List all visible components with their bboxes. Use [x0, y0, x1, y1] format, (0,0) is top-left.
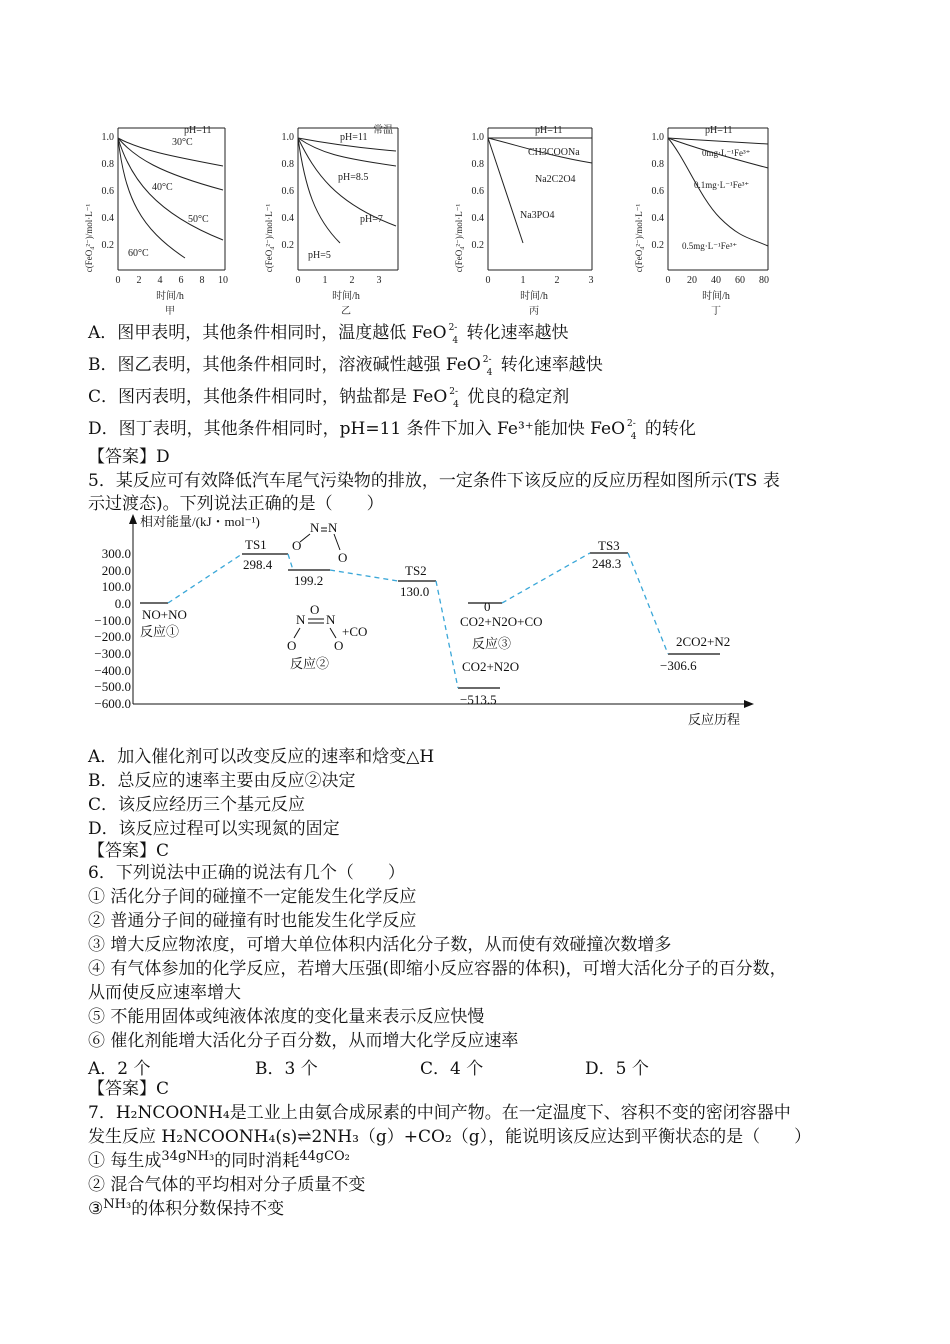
x-axis-label: 反应历程 — [688, 712, 741, 727]
q6-item-1: ① 活化分子间的碰撞不一定能发生化学反应 — [88, 887, 417, 907]
q7-item-2: ② 混合气体的平均相对分子质量不变 — [88, 1175, 366, 1195]
svg-text:4: 4 — [157, 275, 163, 286]
curve-label: 60°C — [128, 248, 149, 259]
svg-text:pH=7: pH=7 — [360, 214, 383, 225]
svg-text:NO+NO: NO+NO — [142, 607, 187, 622]
chart-bing — [454, 125, 594, 317]
q4-option-c: C．图丙表明，其他条件相同时，钠盐都是 FeO $^{2-}_4$ 优良的稳定剂 — [88, 387, 570, 410]
q4-option-a: A．图甲表明，其他条件相同时，温度越低 FeO $^{2-}_4$ 转化速率越快 — [88, 323, 569, 346]
q7-item-1: ① 每生成$^{34gNH_3}$的同时消耗$^{44gCO_2}$ — [88, 1149, 350, 1171]
curve-label: 30°C — [172, 137, 193, 148]
chart-yi — [264, 123, 398, 317]
svg-text:298.4: 298.4 — [243, 557, 273, 572]
svg-text:反应①: 反应① — [140, 624, 180, 639]
y-axis-label: 相对能量/(kJ・mol⁻¹) — [140, 514, 260, 529]
svg-text:O: O — [292, 538, 302, 553]
svg-text:1.0: 1.0 — [471, 132, 484, 143]
svg-text:0: 0 — [665, 275, 671, 286]
svg-text:时间/h: 时间/h — [332, 291, 360, 302]
svg-text:0.8: 0.8 — [281, 159, 294, 170]
svg-text:常温: 常温 — [373, 125, 393, 136]
svg-text:0.4: 0.4 — [471, 213, 484, 224]
svg-text:6: 6 — [178, 275, 184, 286]
svg-text:乙: 乙 — [341, 306, 351, 317]
svg-text:8: 8 — [199, 275, 205, 286]
svg-text:20: 20 — [687, 275, 697, 286]
svg-text:130.0: 130.0 — [400, 584, 430, 599]
svg-text:0: 0 — [295, 275, 301, 286]
svg-text:Na3PO4: Na3PO4 — [520, 210, 555, 221]
svg-text:40: 40 — [711, 275, 721, 286]
svg-text:0.4: 0.4 — [101, 213, 114, 224]
svg-text:0.2: 0.2 — [471, 240, 484, 251]
svg-text:0.5mg·L⁻¹Fe³⁺: 0.5mg·L⁻¹Fe³⁺ — [682, 241, 738, 251]
q5-answer: 【答案】C — [88, 841, 170, 861]
svg-text:O: O — [338, 550, 348, 565]
svg-text:300.0: 300.0 — [101, 546, 131, 561]
svg-text:100.0: 100.0 — [101, 579, 131, 594]
svg-text:1.0: 1.0 — [651, 132, 664, 143]
svg-text:1: 1 — [520, 275, 526, 286]
chart-ding — [634, 125, 769, 317]
svg-text:0.8: 0.8 — [101, 159, 114, 170]
q5-option-d: D．该反应过程可以实现氮的固定 — [88, 819, 340, 839]
svg-text:2: 2 — [349, 275, 355, 286]
svg-text:N: N — [326, 612, 336, 627]
q7-item-3: ③$^{NH_3}$的体积分数保持不变 — [88, 1197, 285, 1219]
svg-text:pH=11: pH=11 — [184, 125, 212, 136]
svg-text:O: O — [310, 602, 320, 617]
q6-answer: 【答案】C — [88, 1079, 170, 1099]
svg-text:丁: 丁 — [711, 306, 721, 317]
svg-text:TS2: TS2 — [405, 563, 427, 578]
svg-text:0.0: 0.0 — [114, 596, 131, 611]
svg-text:2: 2 — [554, 275, 560, 286]
svg-text:甲: 甲 — [165, 306, 175, 317]
svg-text:0.6: 0.6 — [651, 186, 664, 197]
svg-text:0.2: 0.2 — [651, 240, 664, 251]
svg-text:−600.0: −600.0 — [94, 696, 131, 711]
svg-text:0.1mg·L⁻¹Fe³⁺: 0.1mg·L⁻¹Fe³⁺ — [694, 180, 750, 190]
svg-text:−513.5: −513.5 — [460, 692, 497, 707]
svg-text:2: 2 — [136, 275, 142, 286]
svg-text:−500.0: −500.0 — [94, 679, 131, 694]
svg-text:3: 3 — [588, 275, 594, 286]
q5-option-b: B．总反应的速率主要由反应②决定 — [88, 771, 356, 791]
svg-text:0.6: 0.6 — [281, 186, 294, 197]
q5-option-a: A．加入催化剂可以改变反应的速率和焓变△H — [88, 747, 435, 767]
svg-text:时间/h: 时间/h — [520, 291, 548, 302]
svg-text:0.4: 0.4 — [651, 213, 664, 224]
svg-text:248.3: 248.3 — [592, 556, 622, 571]
q5-stem-1: 5．某反应可有效降低汽车尾气污染物的排放，一定条件下该反应的反应历程如图所示(TS 表 — [88, 471, 780, 491]
svg-text:0.8: 0.8 — [651, 159, 664, 170]
svg-text:199.2: 199.2 — [294, 573, 324, 588]
svg-text:c(FeO₄²⁻)/mol·L⁻¹: c(FeO₄²⁻)/mol·L⁻¹ — [264, 203, 274, 273]
q5-energy-diagram — [80, 512, 780, 737]
svg-text:N: N — [328, 520, 338, 535]
svg-text:反应②: 反应② — [290, 656, 330, 671]
q6-choice-c: C．4 个 — [420, 1059, 484, 1079]
svg-text:0.6: 0.6 — [471, 186, 484, 197]
curve-label: 50°C — [188, 214, 209, 225]
q6-item-3: ③ 增大反应物浓度，可增大单位体积内活化分子数，从而使有效碰撞次数增多 — [88, 935, 672, 955]
svg-text:1.0: 1.0 — [281, 132, 294, 143]
q5-option-c: C．该反应经历三个基元反应 — [88, 795, 306, 815]
svg-text:−300.0: −300.0 — [94, 646, 131, 661]
q4-answer: 【答案】D — [88, 447, 170, 467]
svg-text:10: 10 — [218, 275, 228, 286]
q7-stem-1: 7．H₂NCOONH₄是工业上由氨合成尿素的中间产物。在一定温度下、容积不变的密闭容器中 — [88, 1103, 791, 1123]
q6-item-4: ④ 有气体参加的化学反应，若增大压强(即缩小反应容器的体积)，可增大活化分子的百分数， — [88, 959, 787, 979]
svg-text:c(FeO₄²⁻)/mol·L⁻¹: c(FeO₄²⁻)/mol·L⁻¹ — [454, 203, 464, 273]
svg-text:TS3: TS3 — [598, 538, 620, 553]
svg-text:1.0: 1.0 — [101, 132, 114, 143]
svg-text:时间/h: 时间/h — [156, 291, 184, 302]
q4-option-d: D．图丁表明，其他条件相同时，pH=11 条件下加入 Fe³⁺能加快 FeO $^{2-}_4$ 的转化 — [88, 419, 696, 442]
svg-text:Na2C2O4: Na2C2O4 — [535, 174, 576, 185]
svg-text:3: 3 — [376, 275, 382, 286]
svg-text:−200.0: −200.0 — [94, 629, 131, 644]
curve-label: 40°C — [152, 182, 173, 193]
svg-text:−100.0: −100.0 — [94, 613, 131, 628]
q4-option-b: B．图乙表明，其他条件相同时，溶液碱性越强 FeO $^{2-}_4$ 转化速率越快 — [88, 355, 603, 378]
q6-item-6: ⑥ 催化剂能增大活化分子百分数，从而增大化学反应速率 — [88, 1031, 519, 1051]
svg-text:0.6: 0.6 — [101, 186, 114, 197]
svg-text:−306.6: −306.6 — [660, 658, 697, 673]
svg-text:pH=11: pH=11 — [705, 125, 733, 136]
svg-text:丙: 丙 — [529, 306, 539, 317]
svg-text:pH=11: pH=11 — [340, 132, 368, 143]
svg-text:0mg·L⁻¹Fe³⁺: 0mg·L⁻¹Fe³⁺ — [702, 148, 751, 158]
svg-text:O: O — [287, 638, 297, 653]
svg-text:N: N — [296, 612, 306, 627]
svg-text:0.8: 0.8 — [471, 159, 484, 170]
svg-text:0.2: 0.2 — [101, 240, 114, 251]
svg-text:200.0: 200.0 — [101, 563, 131, 578]
y-axis-label: c(FeO₄²⁻)/mol·L⁻¹ — [84, 203, 94, 273]
svg-text:0: 0 — [484, 599, 491, 614]
q4-charts — [80, 118, 800, 328]
svg-text:O: O — [334, 638, 344, 653]
svg-text:c(FeO₄²⁻)/mol·L⁻¹: c(FeO₄²⁻)/mol·L⁻¹ — [634, 203, 644, 273]
svg-text:CO2+N2O+CO: CO2+N2O+CO — [460, 614, 543, 629]
svg-text:pH=11: pH=11 — [535, 125, 563, 136]
svg-text:0.4: 0.4 — [281, 213, 294, 224]
q6-choice-a: A．2 个 — [88, 1059, 151, 1079]
svg-text:CO2+N2O: CO2+N2O — [462, 659, 520, 674]
svg-text:−400.0: −400.0 — [94, 663, 131, 678]
q6-stem: 6．下列说法中正确的说法有几个（ ） — [88, 863, 405, 883]
svg-text:0: 0 — [485, 275, 491, 286]
q6-item-2: ② 普通分子间的碰撞有时也能发生化学反应 — [88, 911, 417, 931]
q5-stem-2: 示过渡态)。下列说法正确的是（ ） — [88, 494, 384, 514]
svg-text:+CO: +CO — [342, 624, 368, 639]
svg-text:CH3COONa: CH3COONa — [528, 147, 580, 158]
svg-text:60: 60 — [735, 275, 745, 286]
q6-choice-d: D．5 个 — [585, 1059, 649, 1079]
q6-choice-b: B．3 个 — [255, 1059, 318, 1079]
svg-text:pH=8.5: pH=8.5 — [338, 172, 369, 183]
chart-jia — [84, 125, 228, 317]
svg-text:80: 80 — [759, 275, 769, 286]
svg-text:反应③: 反应③ — [472, 636, 512, 651]
svg-text:pH=5: pH=5 — [308, 250, 331, 261]
svg-text:TS1: TS1 — [245, 537, 267, 552]
q7-stem-2: 发生反应 H₂NCOONH₄(s)⇌2NH₃（g）+CO₂（g），能说明该反应达到平衡状态的是（ ） — [88, 1127, 812, 1147]
q6-item-4-cont: 从而使反应速率增大 — [88, 983, 241, 1003]
q6-item-5: ⑤ 不能用固体或纯液体浓度的变化量来表示反应快慢 — [88, 1007, 485, 1027]
svg-text:2CO2+N2: 2CO2+N2 — [676, 634, 731, 649]
svg-text:1: 1 — [322, 275, 328, 286]
svg-text:0: 0 — [115, 275, 121, 286]
svg-text:N: N — [310, 520, 320, 535]
svg-text:时间/h: 时间/h — [702, 291, 730, 302]
svg-text:0.2: 0.2 — [281, 240, 294, 251]
